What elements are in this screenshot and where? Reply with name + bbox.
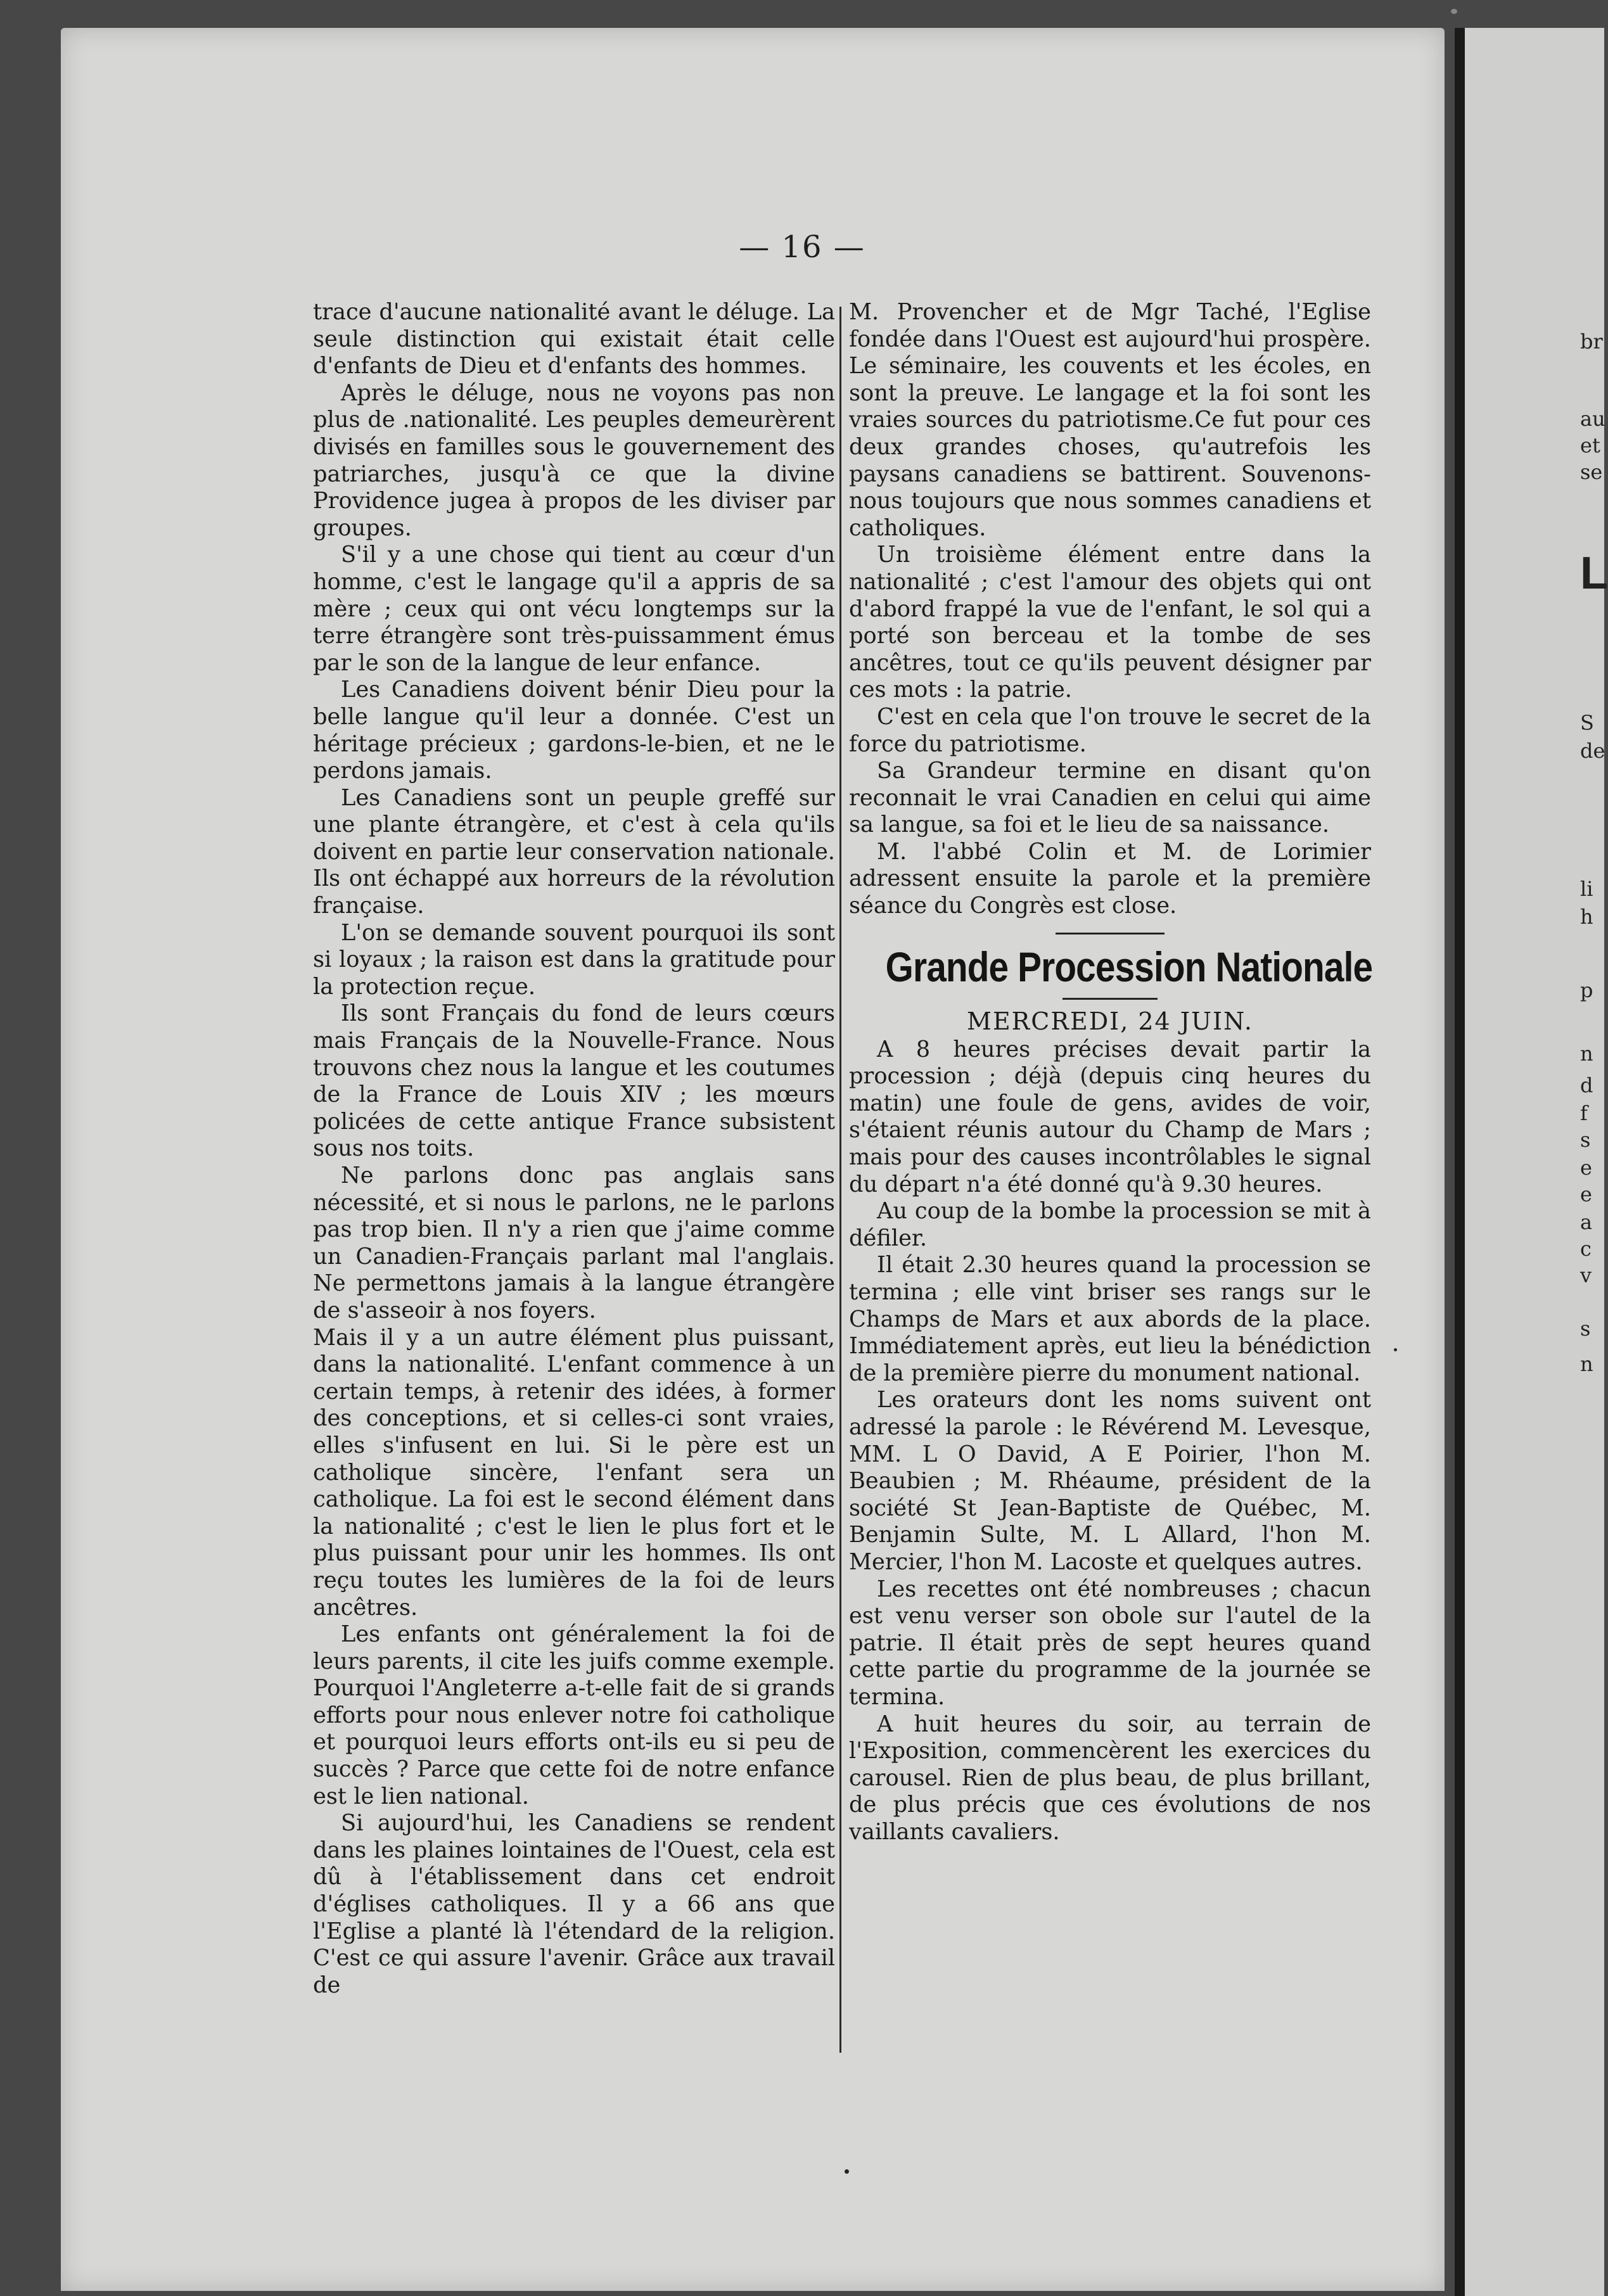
adjacent-page-text-fragment: n [1580, 1042, 1593, 1066]
adjacent-page-text-fragment: de [1580, 739, 1605, 763]
paragraph: Les enfants ont généralement la foi de leurs parents, il cite les juifs comme exemple. Pourquoi l'Angleterre a-t-elle fait de si grands efforts pour nous enlever notre foi catholique et pourquoi leurs efforts ont-ils eu si peu de succès ? Parce que cette foi de notre enfance est le lien national. [313, 1621, 835, 1809]
scan-speck [1451, 9, 1457, 14]
adjacent-page-text-fragment: et [1580, 433, 1600, 457]
paragraph: Si aujourd'hui, les Canadiens se rendent dans les plaines lointaines de l'Ouest, cela est dû à l'établissement dans cet endroit d'églises catholiques. Il y a 66 ans que l'Eglise a planté là l'étendard de la religion. C'est ce qui assure l'avenir. Grâce aux travail de [313, 1810, 835, 1998]
scan-speck [1394, 1348, 1397, 1351]
adjacent-page-text-fragment: e [1580, 1182, 1592, 1206]
adjacent-page-text-fragment: h [1580, 905, 1593, 929]
paragraph: Un troisième élément entre dans la nationalité ; c'est l'amour des objets qui ont d'abord frappé la vue de l'enfant, le sol qui a porté son berceau et la tombe de ses ancêtres, tout ce qu'ils peuvent désigner par ces mots : la patrie. [849, 542, 1371, 703]
adjacent-page-text-fragment: c [1580, 1237, 1592, 1261]
adjacent-page-text-fragment: d [1580, 1073, 1593, 1097]
paragraph: Les Canadiens doivent bénir Dieu pour la belle langue qu'il leur a donnée. C'est un héritage précieux ; gardons-le-bien, et ne le perdons jamais. [313, 677, 835, 784]
adjacent-page-text-fragment: L [1580, 548, 1608, 599]
scan-speck [845, 2169, 849, 2174]
right-column-article-end [849, 299, 1371, 920]
paragraph: Ne parlons donc pas anglais sans nécessité, et si nous le parlons, ne le parlons pas trop bien. Il n'y a rien que j'aime comme un Canadien-Français parlant mal l'anglais. Ne permettons jamais à la langue étrangère de s'asseoir à nos foyers. [313, 1163, 835, 1323]
section-title: Grande Procession Nationale [885, 943, 1373, 990]
left-column [313, 299, 835, 1999]
paragraph: M. l'abbé Colin et M. de Lorimier adressent ensuite la parole et la première séance du Congrès est close. [849, 838, 1371, 919]
paragraph: Les recettes ont été nombreuses ; chacun est venu verser son obole sur l'autel de la patrie. Il était près de sept heures quand cette partie du programme de la journée se termina. [849, 1576, 1371, 1710]
adjacent-page-text-fragment: v [1580, 1263, 1592, 1287]
adjacent-page-text-fragment: br [1580, 329, 1603, 354]
paragraph: trace d'aucune nationalité avant le déluge. La seule distinction qui existait était celle d'enfants de Dieu et d'enfants des hommes. [313, 299, 835, 379]
page-number: — 16 — [739, 229, 865, 265]
paragraph: S'il y a une chose qui tient au cœur d'un homme, c'est le langage qu'il a appris de sa mère ; ceux qui ont vécu longtemps sur la terre étrangère sont très-puissamment émus par le son de la langue de leur enfance. [313, 542, 835, 676]
adjacent-page-text-fragment: e [1580, 1156, 1592, 1180]
adjacent-page-text-fragment: n [1580, 1352, 1593, 1376]
adjacent-page-text-fragment: f [1580, 1101, 1588, 1125]
adjacent-page-text-fragment: p [1580, 978, 1593, 1002]
paragraph: M. Provencher et de Mgr Taché, l'Eglise fondée dans l'Ouest est aujourd'hui prospère. Le séminaire, les couvents et les écoles, en sont la preuve. Le langage et la foi sont les vraies sources du patriotisme.Ce fut pour ces deux grandes choses, qu'autrefois les paysans canadiens se battirent. Souvenons-nous toujours que nous sommes canadiens et catholiques. [849, 299, 1371, 541]
paragraph: Après le déluge, nous ne voyons pas non plus de .nationalité. Les peuples demeurèrent divisés en familles sous le gouvernement des patriarches, jusqu'à ce que la divine Providence jugea à propos de les diviser par groupes. [313, 379, 835, 541]
paragraph: A 8 heures précises devait partir la procession ; déjà (depuis cinq heures du matin) une foule de gens, avides de voir, s'étaient réunis autour du Champ de Mars ; mais pour des causes incontrôlables le signal du départ n'a été donné qu'à 9.30 heures. [849, 1036, 1371, 1197]
page-gutter [1455, 28, 1465, 2296]
paragraph: Il était 2.30 heures quand la procession se termina ; elle vint briser ses rangs sur le Champs de Mars et aux abords de la place. Immédiatement après, eut lieu la bénédiction de la première pierre du monument national. [849, 1252, 1371, 1386]
paragraph: Mais il y a un autre élément plus puissant, dans la nationalité. L'enfant commence à un certain temps, à retenir des idées, à former des conceptions, et si celles-ci sont vraies, elles s'infusent en lui. Si le père est un catholique sincère, l'enfant sera un catholique. La foi est le second élément dans la nationalité ; c'est le lien le plus fort et le plus puissant pour unir les hommes. Ils ont reçu toutes les lumières de la foi de leurs ancêtres. [313, 1324, 835, 1621]
paragraph: Sa Grandeur termine en disant qu'on reconnait le vrai Canadien en celui qui aime sa langue, sa foi et le lieu de sa naissance. [849, 758, 1371, 838]
adjacent-page-text-fragment: se [1580, 460, 1603, 484]
column-divider [839, 307, 841, 2053]
title-underline-rule [1062, 998, 1158, 1000]
adjacent-page-text-fragment: S [1580, 711, 1594, 735]
paragraph: L'on se demande souvent pourquoi ils sont si loyaux ; la raison est dans la gratitude pour la protection reçue. [313, 919, 835, 1000]
section-separator-rule [1056, 933, 1165, 934]
paragraph: C'est en cela que l'on trouve le secret de la force du patriotisme. [849, 703, 1371, 757]
paragraph: A huit heures du soir, au terrain de l'Exposition, commencèrent les exercices du carousel. Rien de plus beau, de plus brillant, de plus précis que ces évolutions de nos vaillants cavaliers. [849, 1711, 1371, 1845]
section-dateline: MERCREDI, 24 JUIN. [967, 1007, 1253, 1035]
procession-article [849, 1036, 1371, 1846]
adjacent-page-text-fragment: au [1580, 407, 1605, 431]
paragraph: Les orateurs dont les noms suivent ont adressé la parole : le Révérend M. Levesque, MM. L O David, A E Poirier, l'hon M. Beaubien ; M. Rhéaume, président de la société St Jean-Baptiste de Québec, M. Benjamin Sulte, M. L Allard, l'hon M. Mercier, l'hon M. Lacoste et quelques autres. [849, 1387, 1371, 1575]
adjacent-page-edge [1465, 28, 1608, 2296]
paragraph: Au coup de la bombe la procession se mit à défiler. [849, 1198, 1371, 1251]
adjacent-page-text-fragment: s [1580, 1317, 1591, 1341]
paragraph: Ils sont Français du fond de leurs cœurs mais Français de la Nouvelle-France. Nous trouvons chez nous la langue et les coutumes de la France de Louis XIV ; les mœurs policées de cette antique France subsistent sous nos toits. [313, 1000, 835, 1162]
adjacent-page-text-fragment: li [1580, 877, 1593, 901]
paragraph: Les Canadiens sont un peuple greffé sur une plante étrangère, et c'est à cela qu'ils doivent en partie leur conservation nationale. Ils ont échappé aux horreurs de la révolution française. [313, 784, 835, 919]
adjacent-page-text-fragment: a [1580, 1210, 1593, 1234]
adjacent-page-text-fragment: s [1580, 1128, 1591, 1152]
right-column [849, 299, 1371, 1846]
